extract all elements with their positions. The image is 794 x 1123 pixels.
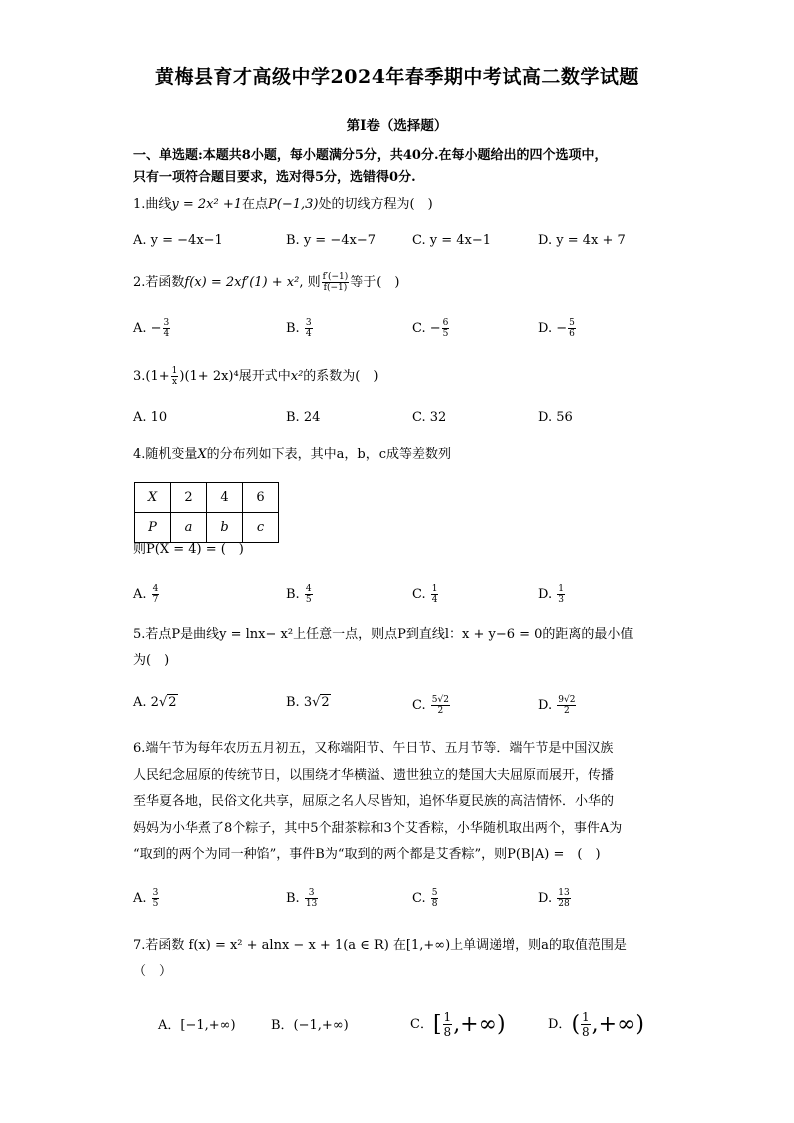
option-a[interactable]: A. $\frac{3}{5}$ <box>133 888 159 909</box>
question-3-options <box>133 410 663 438</box>
question-5-options <box>133 695 663 723</box>
question-7-options <box>158 1010 688 1046</box>
option-d[interactable]: D. $\frac{1}{3}$ <box>538 584 564 605</box>
page-title: 黄梅县育才高级中学2024年春季期中考试高二数学试题 <box>155 66 639 88</box>
option-c[interactable]: C．[ $\frac{1}{8}$ ,+∞) <box>410 1010 506 1039</box>
option-c[interactable]: C. y = 4x−1 <box>412 233 492 248</box>
option-a[interactable]: A. 2√2 <box>133 695 177 710</box>
question-1-options <box>133 233 663 261</box>
option-d[interactable]: D. $\frac{13}{28}$ <box>538 888 570 909</box>
option-b[interactable]: B. y = −4x−7 <box>286 233 376 248</box>
question-2-stem: 2.若函数f(x) = 2xf′(1) + x², 则 $\frac{f'(-1)}{f(-1)}$ 等于( ) <box>133 272 400 293</box>
question-5-stem: 5.若点P是曲线y = lnx− x²上任意一点，则点P到直线l：x + y−6 = 0的距离的最小值 为( ) <box>133 627 634 668</box>
option-d[interactable]: D. − $\frac{5}{6}$ <box>538 318 575 339</box>
option-d[interactable]: D. 56 <box>538 410 573 425</box>
option-a[interactable]: A. − $\frac{3}{4}$ <box>133 318 170 339</box>
option-b[interactable]: B. $\frac{4}{5}$ <box>286 584 312 605</box>
option-b[interactable]: B．(−1,+∞) <box>271 1018 349 1033</box>
question-4-options <box>133 584 663 612</box>
question-4-stem: 4.随机变量X的分布列如下表，其中a，b，c成等差数列 <box>133 447 452 462</box>
option-d[interactable]: D. $\frac{9√2}{2}$ <box>538 695 576 716</box>
option-c[interactable]: C. $\frac{5√2}{2}$ <box>412 695 449 716</box>
option-b[interactable]: B. 3√2 <box>286 695 330 710</box>
option-a[interactable]: A. y = −4x−1 <box>133 233 223 248</box>
option-b[interactable]: B. 24 <box>286 410 321 425</box>
option-a[interactable]: A. $\frac{4}{7}$ <box>133 584 159 605</box>
option-a[interactable]: A．[−1,+∞) <box>158 1018 236 1033</box>
question-4-prompt: 则P(X = 4) = ( ) <box>133 542 244 557</box>
question-3-stem: 3.(1+ $\frac{1}{x}$ )(1+ 2x)⁴展开式中x²的系数为( ) <box>133 366 379 387</box>
option-c[interactable]: C. $\frac{1}{4}$ <box>412 584 438 605</box>
section-instructions: 一、单选题:本题共8小题，每小题满分5分，共40分.在每小题给出的四个选项中， 只有一项符合题目要求，选对得5分，选错得0分. <box>133 148 608 185</box>
distribution-table <box>134 482 279 543</box>
question-6-stem: 6.端午节为每年农历五月初五，又称端阳节、午日节、五月节等．端午节是中国汉族 人民纪念屈原的传统节日，以围绕才华横溢、遗世独立的楚国大夫屈原而展开，传播 至华夏各地，民俗文化共享，屈原之名人尽皆知，追怀华夏民族的高洁情怀．小华的 妈妈为小华煮了8个粽子，其中5个甜茶粽和3个艾香粽，小华随机取出两个，事件A为 “取到的两个为同一种馅”，事件B为“取到的两个都是艾香粽”，则P(B|A) = ( ) <box>133 741 623 862</box>
option-b[interactable]: B. $\frac{3}{4}$ <box>286 318 312 339</box>
option-d[interactable]: D．( $\frac{1}{8}$ ,+∞) <box>548 1010 645 1039</box>
question-7-stem: 7.若函数 f(x) = x² + alnx − x + 1(a ∈ R) 在[1,+∞)上单调递增，则a的取值范围是 （ ） <box>133 938 627 979</box>
question-6-options <box>133 888 663 916</box>
question-2-options <box>133 318 663 346</box>
option-c[interactable]: C. − $\frac{6}{5}$ <box>412 318 449 339</box>
option-d[interactable]: D. y = 4x + 7 <box>538 233 626 248</box>
option-c[interactable]: C. 32 <box>412 410 447 425</box>
table-row: P a b c <box>135 513 279 543</box>
option-a[interactable]: A. 10 <box>133 410 168 425</box>
option-b[interactable]: B. $\frac{3}{13}$ <box>286 888 318 909</box>
table-row: X 2 4 6 <box>135 483 279 513</box>
question-1-stem: 1.曲线y = 2x² +1在点P(−1,3)处的切线方程为( ) <box>133 197 433 212</box>
section-heading: 第Ⅰ卷（选择题） <box>346 118 448 134</box>
option-c[interactable]: C. $\frac{5}{8}$ <box>412 888 438 909</box>
